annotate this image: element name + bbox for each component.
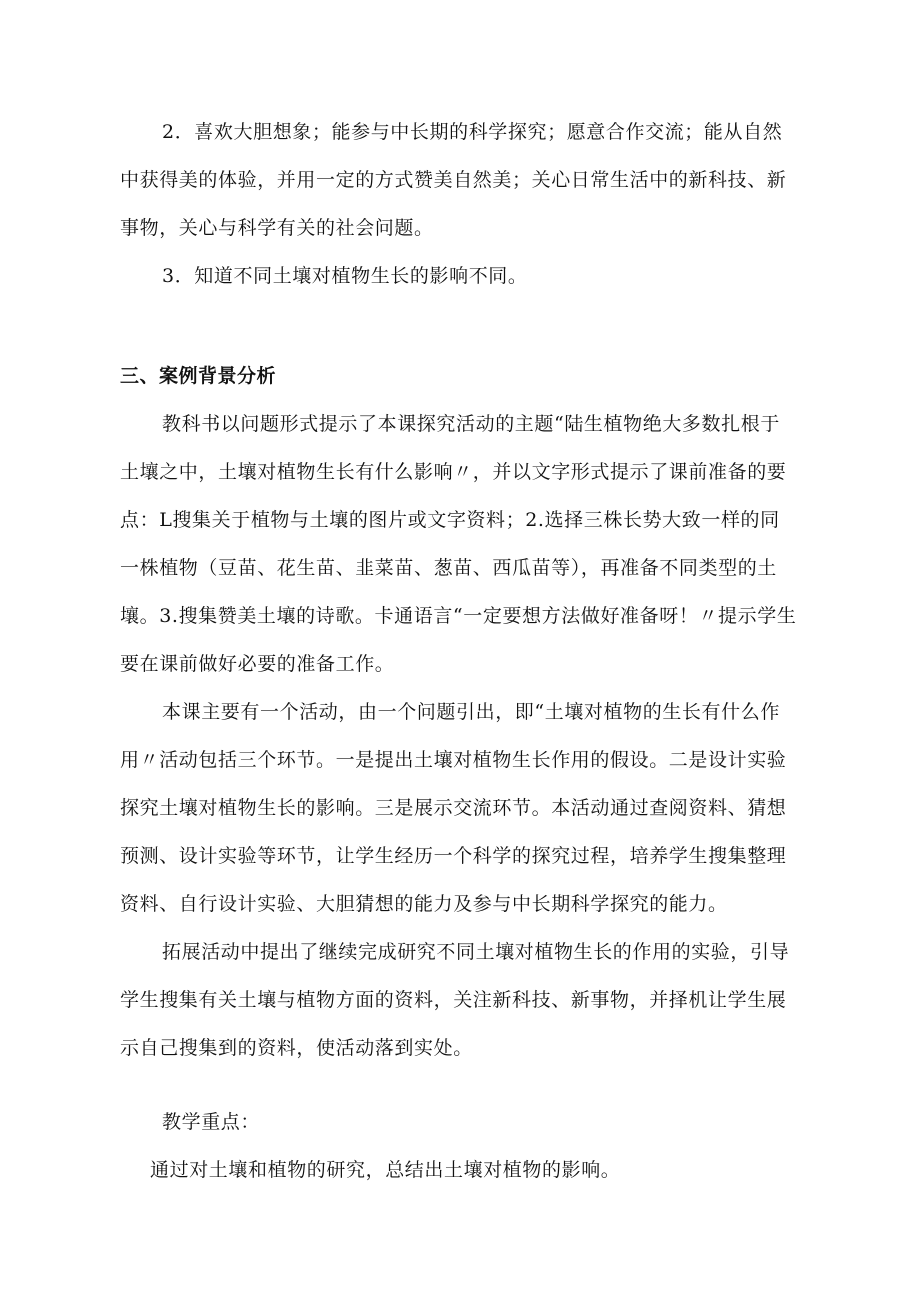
para1-line-2: 土壤之中，土壤对植物生长有什么影响〃，并以文字形式提示了课前准备的要 [120,461,787,483]
para2-line-3: 探究土壤对植物生长的影响。三是展示交流环节。本活动通过查阅资料、猜想 [120,797,787,819]
teaching-focus-label: 教学重点： [162,1111,261,1133]
para3-line-2: 学生搜集有关土壤与植物方面的资料，关注新科技、新事物，并择机让学生展 [120,989,787,1011]
item2-line-3: 事物，关心与科学有关的社会问题。 [120,217,434,239]
para1-line-5: 壤。3.搜集赞美土壤的诗歌。卡通语言“一定要想方法做好准备呀！〃提示学生 [120,605,797,627]
para1-line-3: 点：L搜集关于植物与土壤的图片或文字资料；2.选择三株长势大致一样的同 [120,509,780,531]
item2-line-2: 中获得美的体验，并用一定的方式赞美自然美；关心日常生活中的新科技、新 [120,169,787,191]
para1-line-1: 教科书以问题形式提示了本课探究活动的主题“陆生植物绝大多数扎根于 [162,413,780,435]
para2-line-5: 资料、自行设计实验、大胆猜想的能力及参与中长期科学探究的能力。 [120,893,728,915]
para1-line-4: 一株植物（豆苗、花生苗、韭菜苗、葱苗、西瓜苗等），再准备不同类型的土 [120,557,777,579]
para2-line-1: 本课主要有一个活动，由一个问题引出，即“土壤对植物的生长有什么作 [162,701,780,723]
item3-line-1: 3．知道不同土壤对植物生长的影响不同。 [162,265,528,287]
para1-line-6: 要在课前做好必要的准备工作。 [120,653,395,675]
teaching-focus-text: 通过对土壤和植物的研究，总结出土壤对植物的影响。 [150,1159,621,1181]
para2-line-4: 预测、设计实验等环节，让学生经历一个科学的探究过程，培养学生搜集整理 [120,845,787,867]
item2-line-1: 2．喜欢大胆想象；能参与中长期的科学探究；愿意合作交流；能从自然 [162,121,783,143]
para3-line-3: 示自己搜集到的资料，使活动落到实处。 [120,1037,473,1059]
para3-line-1: 拓展活动中提出了继续完成研究不同土壤对植物生长的作用的实验，引导 [162,941,790,963]
para2-line-2: 用〃活动包括三个环节。一是提出土壤对植物生长作用的假设。二是设计实验 [120,749,787,771]
section-heading: 三、案例背景分析 [120,365,277,387]
